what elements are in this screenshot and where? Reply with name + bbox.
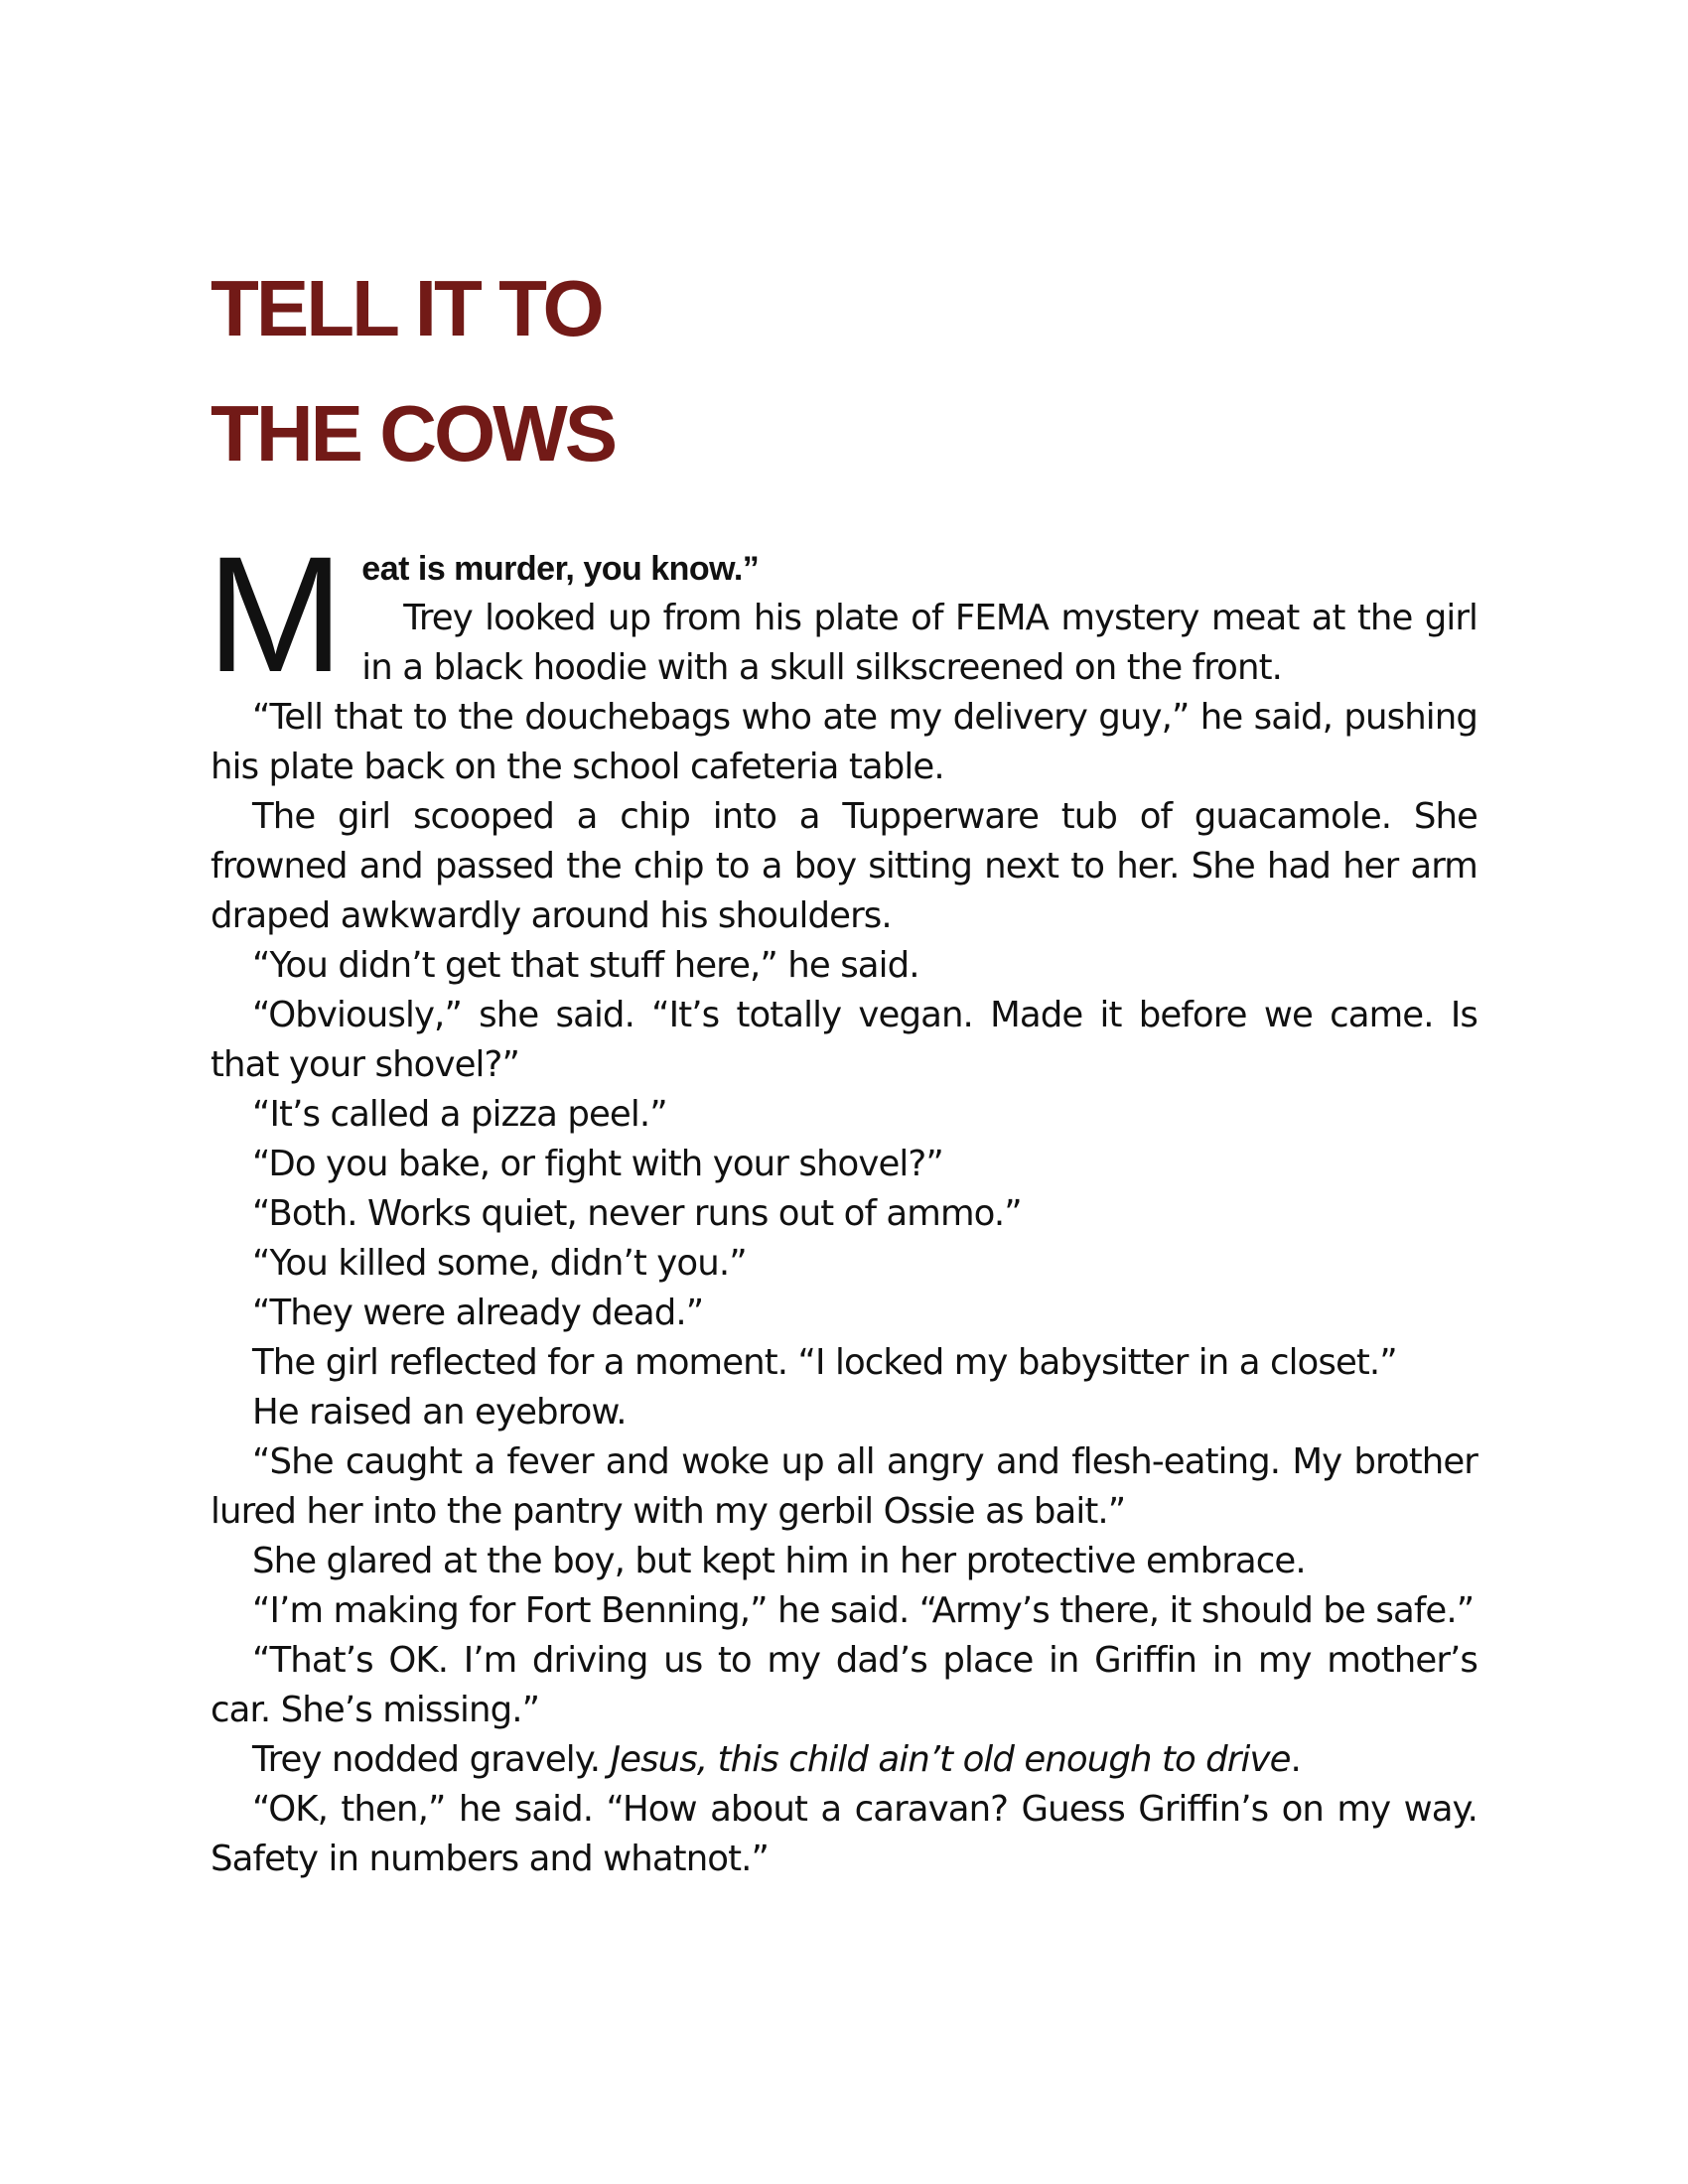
paragraph: The girl reflected for a moment. “I locked my babysitter in a closet.” <box>252 1342 1397 1383</box>
paragraph: “Obviously,” she said. “It’s totally vegan. Made it before we came. Is that your shovel?” <box>211 995 1477 1085</box>
paragraph: She glared at the boy, but kept him in her protective embrace. <box>252 1541 1306 1581</box>
paragraph: He raised an eyebrow. <box>252 1392 627 1433</box>
paragraph: The girl scooped a chip into a Tupperware tub of guacamole. She frowned and passed the chip to a boy sitting next to her. She had her arm draped awkwardly around his shoulders. <box>211 796 1477 936</box>
opening-bold-text: eat is murder, you know.” <box>361 550 760 588</box>
paragraph: “That’s OK. I’m driving us to my dad’s place in Griffin in my mother’s car. She’s missing.” <box>211 1640 1477 1730</box>
chapter-title-line-1: TELL IT TO <box>211 264 602 352</box>
paragraph-plain-text: Trey nodded gravely. <box>252 1739 611 1780</box>
paragraph-end-punct: . <box>1290 1739 1301 1780</box>
story-body <box>207 523 1477 1884</box>
paragraph: “OK, then,” he said. “How about a caravan? Guess Griffin’s on my way. Safety in numbers and whatnot.” <box>211 1789 1477 1879</box>
paragraph: “She caught a fever and woke up all angry and flesh-eating. My brother lured her into the pantry with my gerbil Ossie as bait.” <box>211 1441 1477 1532</box>
drop-cap: M <box>207 523 345 707</box>
paragraph: “You killed some, didn’t you.” <box>252 1243 747 1284</box>
paragraph: “It’s called a pizza peel.” <box>252 1094 667 1135</box>
paragraph: “I’m making for Fort Benning,” he said. “Army’s there, it should be safe.” <box>252 1590 1475 1631</box>
paragraph: “They were already dead.” <box>252 1293 704 1333</box>
opening-line <box>211 544 1477 594</box>
paragraph <box>211 1735 1477 1785</box>
paragraph: “You didn’t get that stuff here,” he said. <box>252 945 919 986</box>
paragraph: “Both. Works quiet, never runs out of ammo.” <box>252 1193 1022 1234</box>
chapter-title-line-2: THE COWS <box>211 389 616 478</box>
paragraph: Trey looked up from his plate of FEMA mystery meat at the girl in a black hoodie with a skull silkscreened on the front. <box>361 598 1477 688</box>
paragraph: “Tell that to the douchebags who ate my delivery guy,” he said, pushing his plate back on the school cafeteria table. <box>211 697 1477 787</box>
chapter-title <box>211 246 1477 496</box>
paragraph: “Do you bake, or fight with your shovel?” <box>252 1144 943 1184</box>
italic-thought: Jesus, this child ain’t old enough to drive <box>610 1739 1291 1780</box>
page <box>207 246 1477 1879</box>
